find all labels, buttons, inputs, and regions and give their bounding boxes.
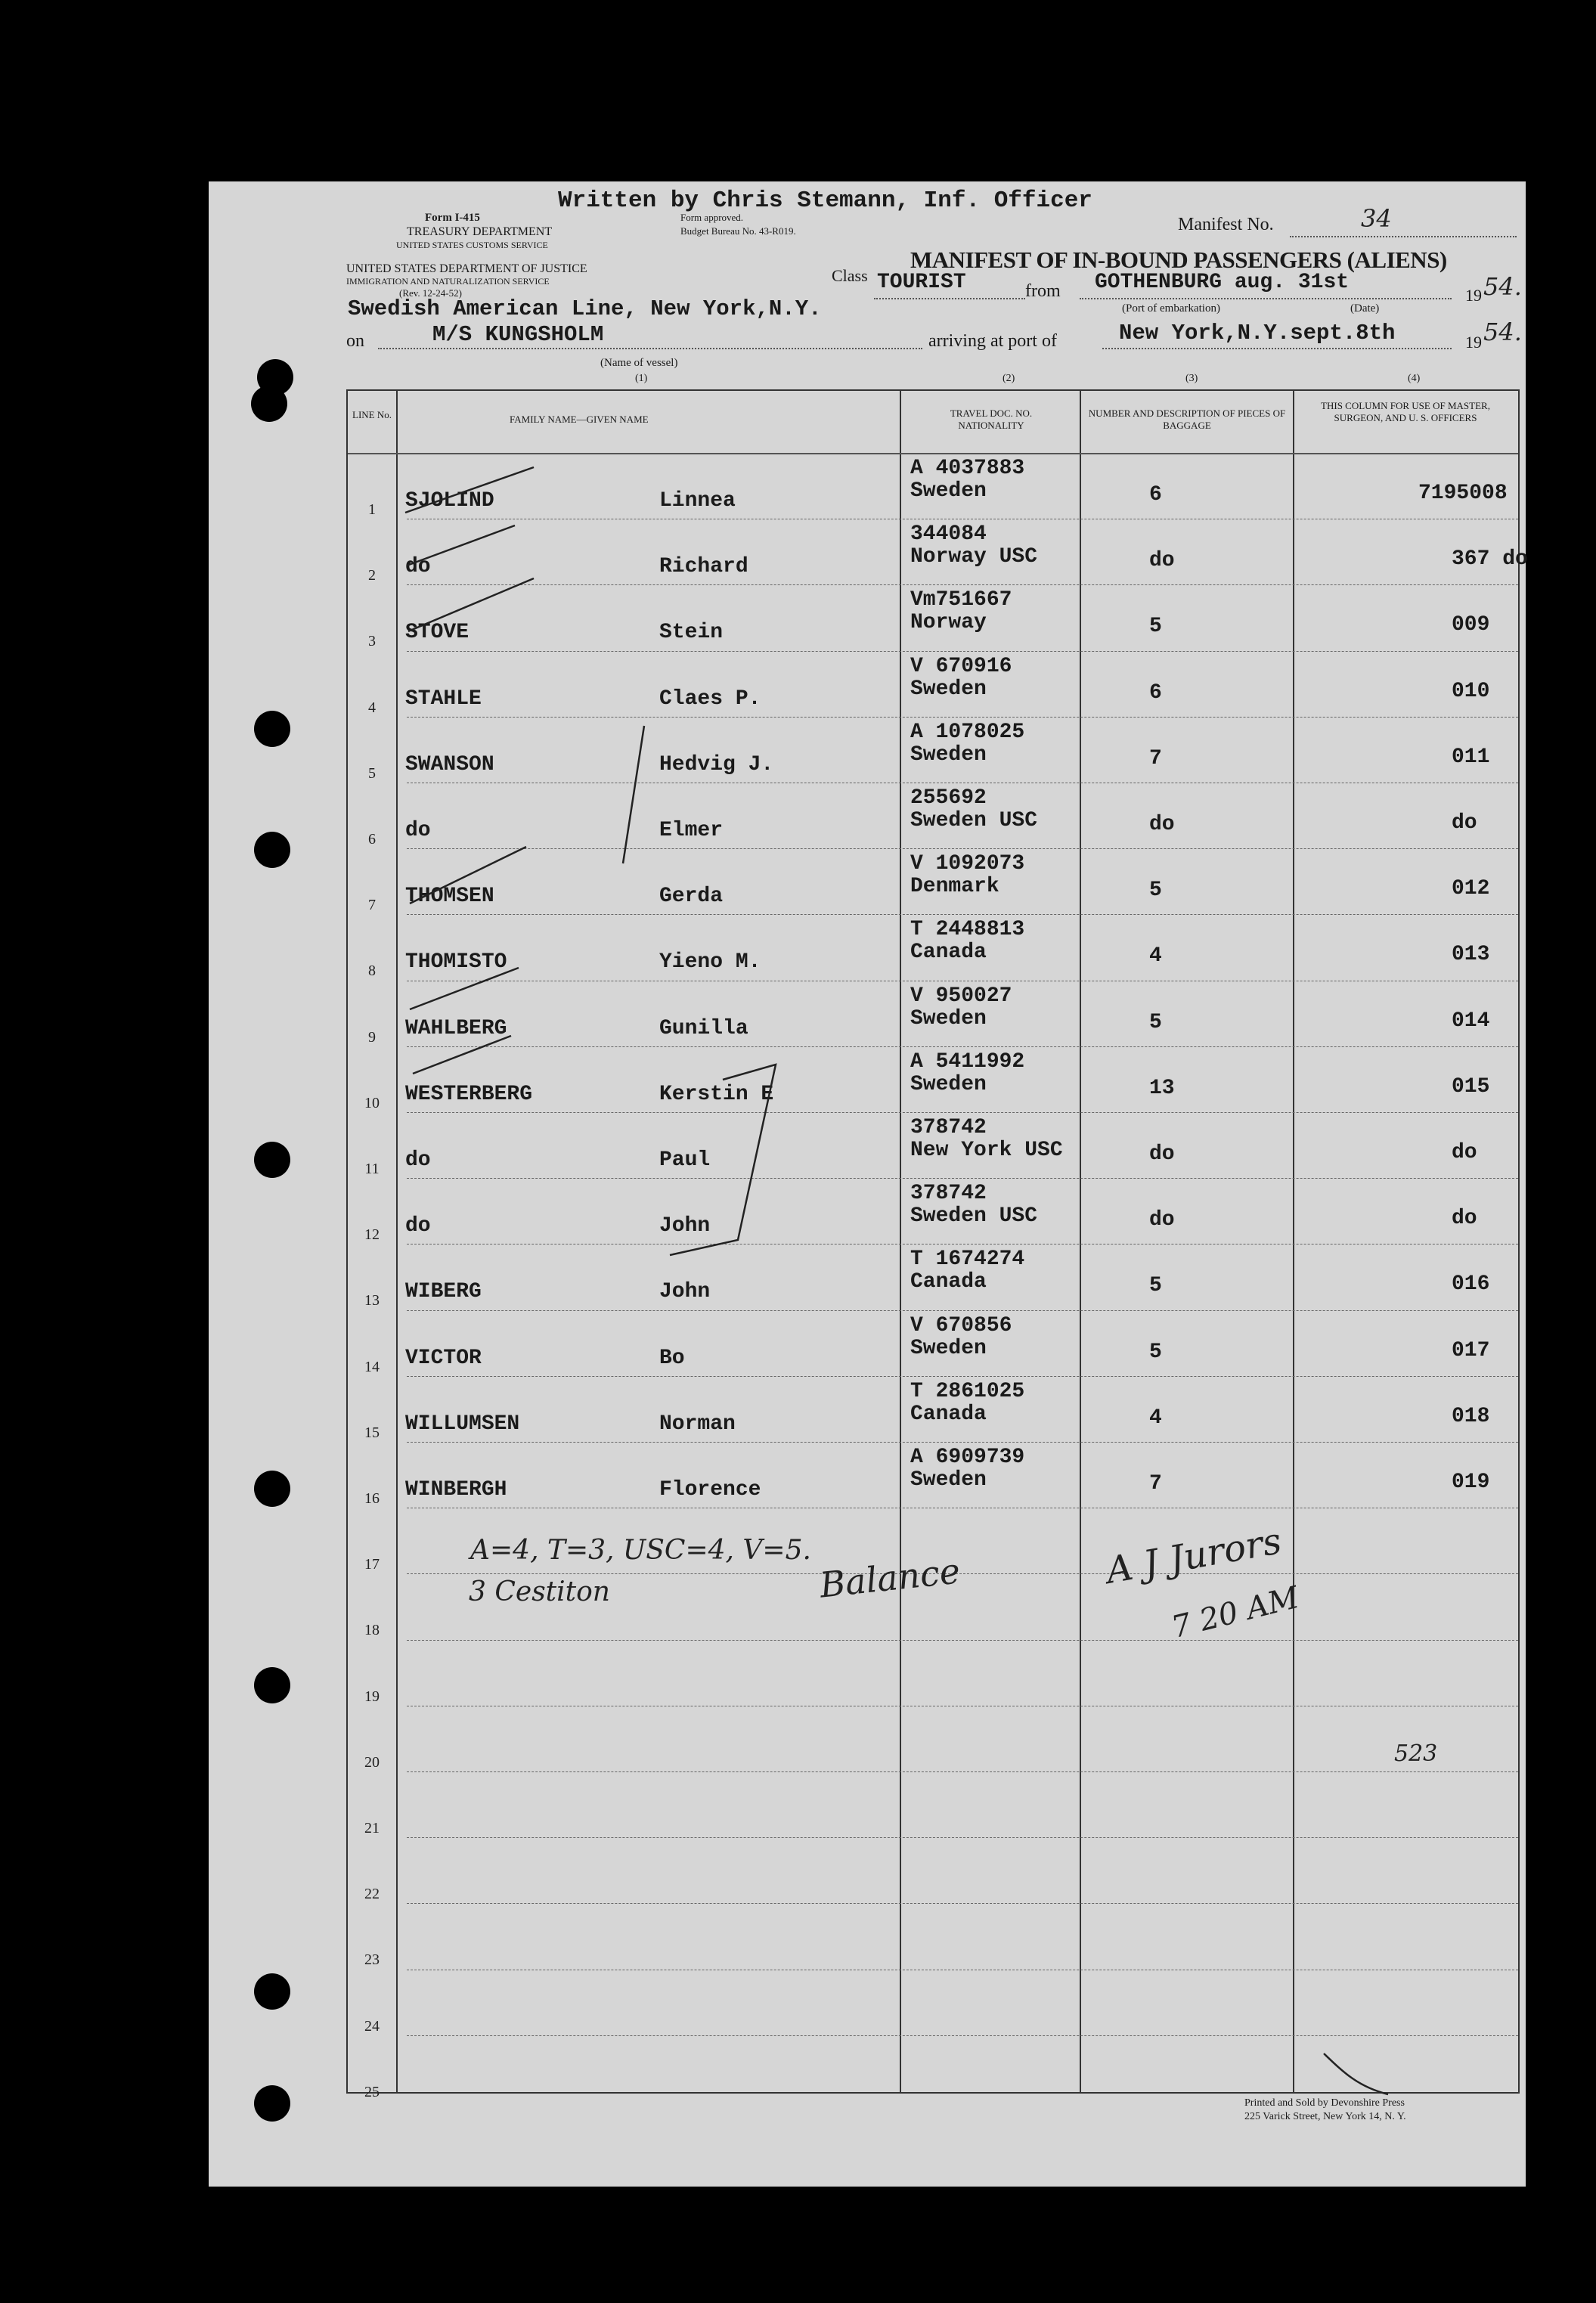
family-name: STOVE xyxy=(405,621,470,645)
nationality: Sweden USC xyxy=(910,809,1038,832)
family-name: do xyxy=(405,555,431,579)
handwritten-tally: A=4, T=3, USC=4, V=5. xyxy=(470,1535,811,1566)
shipping-line: Swedish American Line, New York,N.Y. xyxy=(348,296,822,321)
nationality: New York USC xyxy=(910,1139,1063,1162)
line-number: 23 xyxy=(364,1951,380,1969)
nationality: Norway xyxy=(910,611,987,635)
family-name: VICTOR xyxy=(405,1346,482,1370)
baggage-count: 4 xyxy=(1149,1406,1162,1430)
officer-notation: 010 xyxy=(1452,679,1490,703)
handwritten-balance: Balance xyxy=(817,1550,962,1606)
manifest-label: Manifest No. xyxy=(1178,215,1274,234)
travel-doc-number: 344084 xyxy=(910,522,987,547)
family-name: WILLUMSEN xyxy=(405,1412,520,1436)
given-name: Kerstin E xyxy=(659,1082,774,1106)
travel-doc-number: 255692 xyxy=(910,786,987,810)
nationality: Sweden xyxy=(910,1468,987,1492)
class-value: TOURIST xyxy=(877,271,966,294)
budget-bureau: Budget Bureau No. 43-R019. xyxy=(680,225,796,237)
given-name: Bo xyxy=(659,1346,685,1370)
family-name: do xyxy=(405,1148,431,1172)
given-name: Stein xyxy=(659,621,724,645)
line-number: 24 xyxy=(364,2017,380,2035)
line-number: 21 xyxy=(364,1820,380,1837)
travel-doc-number: A 5411992 xyxy=(910,1049,1025,1074)
family-name: SWANSON xyxy=(405,752,494,776)
officer-notation: 017 xyxy=(1452,1338,1490,1362)
nationality: Sweden USC xyxy=(910,1204,1038,1229)
travel-doc-number: V 670916 xyxy=(910,654,1012,678)
officer-notation: 011 xyxy=(1452,745,1490,769)
col-num-1: (1) xyxy=(635,373,648,384)
nationality: Canada xyxy=(910,1402,987,1426)
handwritten-date: 7 20 AM xyxy=(1167,1579,1303,1646)
travel-doc-number: T 2448813 xyxy=(910,918,1025,942)
line-number: 7 xyxy=(368,897,376,914)
date-caption: (Date) xyxy=(1350,302,1380,315)
dept-customs: UNITED STATES CUSTOMS SERVICE xyxy=(396,240,548,250)
officer-notation: 015 xyxy=(1452,1074,1490,1099)
line-number: 11 xyxy=(364,1161,380,1177)
travel-doc-number: V 950027 xyxy=(910,984,1012,1008)
form-approved: Form approved. xyxy=(680,212,744,223)
line-number: 12 xyxy=(364,1226,380,1244)
port-embarkation-caption: (Port of embarkation) xyxy=(1122,302,1220,315)
line-number: 5 xyxy=(368,764,376,782)
handwritten-note: 523 xyxy=(1394,1740,1438,1767)
officer-notation: 7195008 xyxy=(1418,482,1508,505)
baggage-count: do xyxy=(1149,813,1175,836)
baggage-count: do xyxy=(1149,1142,1175,1166)
dept-immigration: IMMIGRATION AND NATURALIZATION SERVICE xyxy=(346,276,550,287)
family-name: WIBERG xyxy=(405,1280,482,1304)
travel-doc-number: 378742 xyxy=(910,1116,987,1139)
line-number: 17 xyxy=(364,1556,380,1573)
family-name: THOMSEN xyxy=(405,885,494,909)
given-name: Florence xyxy=(659,1478,761,1502)
line-number: 3 xyxy=(368,633,376,650)
class-label: Class xyxy=(832,266,868,285)
officer-notation: do xyxy=(1452,1141,1477,1164)
col-num-3: (3) xyxy=(1185,373,1198,384)
line-number: 4 xyxy=(368,699,376,716)
revision: (Rev. 12-24-52) xyxy=(399,287,462,299)
line-number: 1 xyxy=(368,501,376,518)
baggage-count: 5 xyxy=(1149,1010,1162,1034)
baggage-count: 5 xyxy=(1149,879,1162,903)
dept-treasury: TREASURY DEPARTMENT xyxy=(407,225,553,238)
officer-notation: 019 xyxy=(1452,1471,1490,1494)
printer-line-2: 225 Varick Street, New York 14, N. Y. xyxy=(1244,2111,1406,2122)
baggage-count: 13 xyxy=(1149,1076,1175,1100)
nationality: Canada xyxy=(910,941,987,965)
baggage-count: 5 xyxy=(1149,1274,1162,1298)
col-header-name: FAMILY NAME—GIVEN NAME xyxy=(510,414,649,425)
nationality: Sweden xyxy=(910,1336,987,1360)
officer-notation: 013 xyxy=(1452,943,1490,967)
officer-notation: do xyxy=(1452,1207,1477,1231)
officer-notation: do xyxy=(1452,811,1477,835)
arriving-label: arriving at port of xyxy=(928,331,1057,351)
officer-notation: 014 xyxy=(1452,1009,1490,1033)
col-num-4: (4) xyxy=(1408,373,1421,384)
given-name: Norman xyxy=(659,1412,736,1436)
col-header-travel: TRAVEL DOC. NO. NATIONALITY xyxy=(950,408,1033,431)
nationality: Sweden xyxy=(910,742,987,767)
given-name: Claes P. xyxy=(659,687,761,711)
line-number: 16 xyxy=(364,1490,380,1507)
nationality: Norway USC xyxy=(910,545,1038,569)
manifest-number: 34 xyxy=(1361,204,1392,233)
travel-doc-number: T 1674274 xyxy=(910,1248,1025,1272)
year-prefix-2: 19 xyxy=(1465,333,1482,352)
baggage-count: 7 xyxy=(1149,746,1162,770)
line-number: 22 xyxy=(364,1886,380,1903)
travel-doc-number: A 6909739 xyxy=(910,1446,1025,1469)
col-header-baggage: NUMBER AND DESCRIPTION OF PIECES OF BAGGAGE xyxy=(1088,408,1286,431)
correction-strokes xyxy=(209,181,1526,2187)
vessel-name: M/S KUNGSHOLM xyxy=(432,322,604,347)
on-label: on xyxy=(346,331,364,351)
given-name: John xyxy=(659,1280,711,1304)
year-prefix-1: 19 xyxy=(1465,286,1482,305)
officer-notation: 018 xyxy=(1452,1404,1490,1428)
line-number: 25 xyxy=(364,2083,380,2100)
officer-notation: 012 xyxy=(1452,877,1490,901)
arrival-port: New York,N.Y.sept.8th xyxy=(1119,321,1396,346)
family-name: do xyxy=(405,819,431,842)
handwritten-signature: A J Jurors xyxy=(1102,1520,1285,1592)
baggage-count: 6 xyxy=(1149,680,1162,705)
manifest-title: MANIFEST OF IN-BOUND PASSENGERS (ALIENS) xyxy=(910,246,1447,273)
printer-line-1: Printed and Sold by Devonshire Press xyxy=(1244,2097,1405,2109)
given-name: Gerda xyxy=(659,885,724,909)
col-header-line: LINE No. xyxy=(352,409,392,420)
handwritten-citizens: 3 Cestiton xyxy=(469,1576,610,1607)
line-number: 9 xyxy=(368,1028,376,1046)
line-number: 8 xyxy=(368,962,376,980)
line-number: 14 xyxy=(364,1358,380,1375)
given-name: Gunilla xyxy=(659,1016,748,1040)
col-num-2: (2) xyxy=(1003,373,1015,384)
family-name: WAHLBERG xyxy=(405,1016,507,1040)
family-name: SJOLIND xyxy=(405,489,494,513)
officer-notation: 367 do xyxy=(1452,547,1528,572)
travel-doc-number: V 670856 xyxy=(910,1313,1012,1337)
baggage-count: 5 xyxy=(1149,615,1162,639)
line-number: 15 xyxy=(364,1424,380,1441)
baggage-count: do xyxy=(1149,1208,1175,1232)
nationality: Sweden xyxy=(910,677,987,701)
family-name: WINBERGH xyxy=(405,1478,507,1502)
nationality: Canada xyxy=(910,1270,987,1294)
baggage-count: do xyxy=(1149,549,1175,573)
given-name: Paul xyxy=(659,1148,711,1172)
travel-doc-number: V 1092073 xyxy=(910,852,1025,876)
travel-doc-number: A 1078025 xyxy=(910,720,1025,744)
line-number: 6 xyxy=(368,831,376,848)
given-name: Richard xyxy=(659,555,748,579)
line-number: 10 xyxy=(364,1094,380,1111)
travel-doc-number: 378742 xyxy=(910,1182,987,1206)
form-no: Form I-415 xyxy=(425,212,480,224)
given-name: Elmer xyxy=(659,819,724,842)
family-name: WESTERBERG xyxy=(405,1082,533,1106)
baggage-count: 4 xyxy=(1149,944,1162,969)
family-name: STAHLE xyxy=(405,687,482,711)
nationality: Denmark xyxy=(910,875,999,899)
officer-notation: 009 xyxy=(1452,613,1490,637)
line-number: 13 xyxy=(364,1292,380,1310)
travel-doc-number: T 2861025 xyxy=(910,1379,1025,1403)
officer-notation: 016 xyxy=(1452,1272,1490,1297)
line-number: 18 xyxy=(364,1622,380,1639)
given-name: Hedvig J. xyxy=(659,752,774,776)
from-label: from xyxy=(1025,281,1061,301)
line-number: 19 xyxy=(364,1688,380,1705)
travel-doc-number: A 4037883 xyxy=(910,457,1025,480)
given-name: John xyxy=(659,1214,711,1238)
written-by: Written by Chris Stemann, Inf. Officer xyxy=(558,188,1092,214)
travel-doc-number: Vm751667 xyxy=(910,588,1012,612)
line-number: 2 xyxy=(368,567,376,584)
manifest-page xyxy=(209,181,1526,2187)
given-name: Yieno M. xyxy=(659,950,761,975)
year-suffix-2: 54. xyxy=(1483,318,1522,346)
nationality: Sweden xyxy=(910,1006,987,1031)
baggage-count: 5 xyxy=(1149,1340,1162,1364)
port-of-embarkation: GOTHENBURG aug. 31st xyxy=(1095,271,1350,294)
year-suffix-1: 54. xyxy=(1483,272,1522,301)
family-name: THOMISTO xyxy=(405,950,507,975)
col-header-officers: THIS COLUMN FOR USE OF MASTER, SURGEON, AND U. S. OFFICERS xyxy=(1321,400,1490,423)
nationality: Sweden xyxy=(910,1072,987,1096)
baggage-count: 7 xyxy=(1149,1472,1162,1496)
line-number: 20 xyxy=(364,1753,380,1771)
nationality: Sweden xyxy=(910,479,987,503)
family-name: do xyxy=(405,1214,431,1238)
vessel-caption: (Name of vessel) xyxy=(600,357,678,369)
given-name: Linnea xyxy=(659,489,736,513)
baggage-count: 6 xyxy=(1149,483,1162,507)
dept-justice: UNITED STATES DEPARTMENT OF JUSTICE xyxy=(346,262,587,275)
